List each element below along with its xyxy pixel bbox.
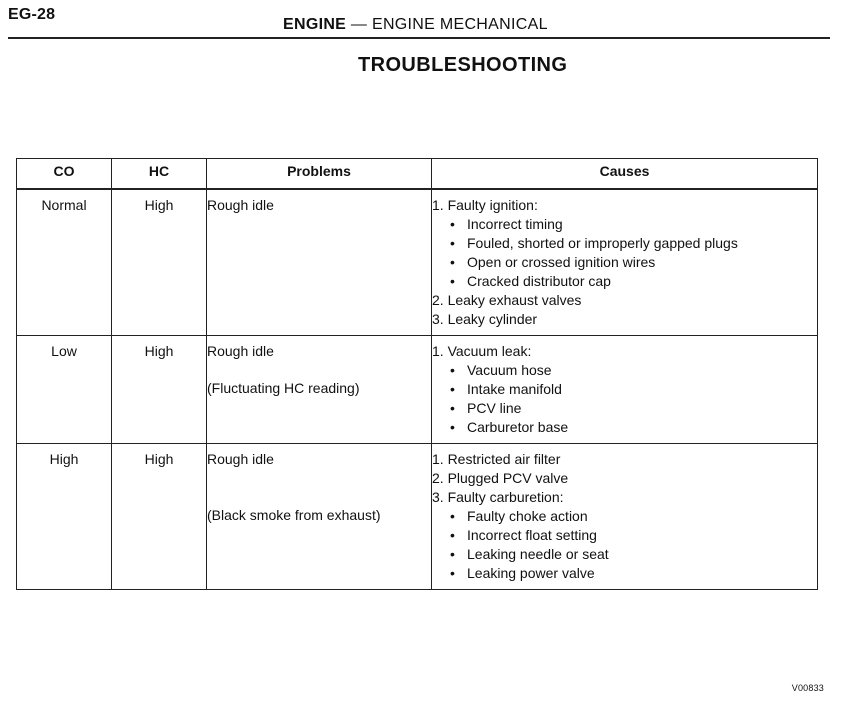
problem-note: (Black smoke from exhaust)	[207, 507, 381, 523]
cause-item: 1. Restricted air filter	[432, 451, 561, 467]
col-header-hc: HC	[112, 159, 207, 190]
hc-cell: High	[112, 189, 207, 336]
cause-bullet: • Incorrect timing	[450, 216, 563, 232]
cause-bullet: • Vacuum hose	[450, 362, 552, 378]
header-rule	[8, 37, 830, 39]
bullet-icon: •	[450, 400, 455, 416]
problem-cell	[207, 336, 432, 444]
hc-cell: High	[112, 336, 207, 444]
bullet-icon: •	[450, 362, 455, 378]
problem-text: Rough idle	[207, 451, 274, 467]
cause-bullet: • Carburetor base	[450, 419, 569, 435]
problem-cell	[207, 189, 432, 336]
causes-cell	[432, 444, 818, 590]
cause-bullet: • Incorrect float setting	[450, 527, 597, 543]
head-separator: —	[350, 16, 368, 33]
cause-bullet: • Intake manifold	[450, 381, 562, 397]
subsection-title: ENGINE MECHANICAL	[371, 16, 548, 33]
hc-cell: High	[112, 444, 207, 590]
table-row	[17, 189, 818, 336]
problem-text: Rough idle	[207, 197, 274, 213]
running-head	[283, 16, 548, 34]
bullet-icon: •	[450, 508, 455, 524]
col-header-co: CO	[17, 159, 112, 190]
problem-text: Rough idle	[207, 343, 274, 359]
causes-cell	[432, 336, 818, 444]
co-cell: Normal	[17, 189, 112, 336]
page-title: TROUBLESHOOTING	[358, 54, 568, 76]
table-row	[17, 444, 818, 590]
co-cell: High	[17, 444, 112, 590]
bullet-icon: •	[450, 527, 455, 543]
bullet-icon: •	[450, 381, 455, 397]
bullet-icon: •	[450, 216, 455, 232]
bullet-icon: •	[450, 273, 455, 289]
bullet-icon: •	[450, 254, 455, 270]
cause-item: 1. Vacuum leak:	[432, 343, 532, 359]
cause-bullet: • Leaking needle or seat	[450, 546, 609, 562]
cause-item: 1. Faulty ignition:	[432, 197, 538, 213]
figure-code: V00833	[791, 683, 824, 693]
col-header-causes: Causes	[432, 159, 818, 190]
header-row	[17, 159, 818, 190]
bullet-icon: •	[450, 546, 455, 562]
co-cell: Low	[17, 336, 112, 444]
cause-bullet: • PCV line	[450, 400, 522, 416]
cause-bullet: • Open or crossed ignition wires	[450, 254, 656, 270]
causes-cell	[432, 189, 818, 336]
cause-item: 3. Faulty carburetion:	[432, 489, 564, 505]
table-row	[17, 336, 818, 444]
cause-bullet: • Fouled, shorted or improperly gapped plugs	[450, 235, 738, 251]
problem-note: (Fluctuating HC reading)	[207, 380, 360, 396]
cause-bullet: • Faulty choke action	[450, 508, 588, 524]
cause-item: 2. Plugged PCV valve	[432, 470, 569, 486]
cause-item: 3. Leaky cylinder	[432, 311, 538, 327]
bullet-icon: •	[450, 235, 455, 251]
cause-bullet: • Leaking power valve	[450, 565, 595, 581]
col-header-problems: Problems	[207, 159, 432, 190]
problem-cell	[207, 444, 432, 590]
section-title: ENGINE	[283, 16, 347, 33]
troubleshooting-table	[16, 158, 818, 590]
cause-item: 2. Leaky exhaust valves	[432, 292, 582, 308]
cause-bullet: • Cracked distributor cap	[450, 273, 611, 289]
page-number: EG-28	[8, 6, 56, 23]
bullet-icon: •	[450, 565, 455, 581]
bullet-icon: •	[450, 419, 455, 435]
